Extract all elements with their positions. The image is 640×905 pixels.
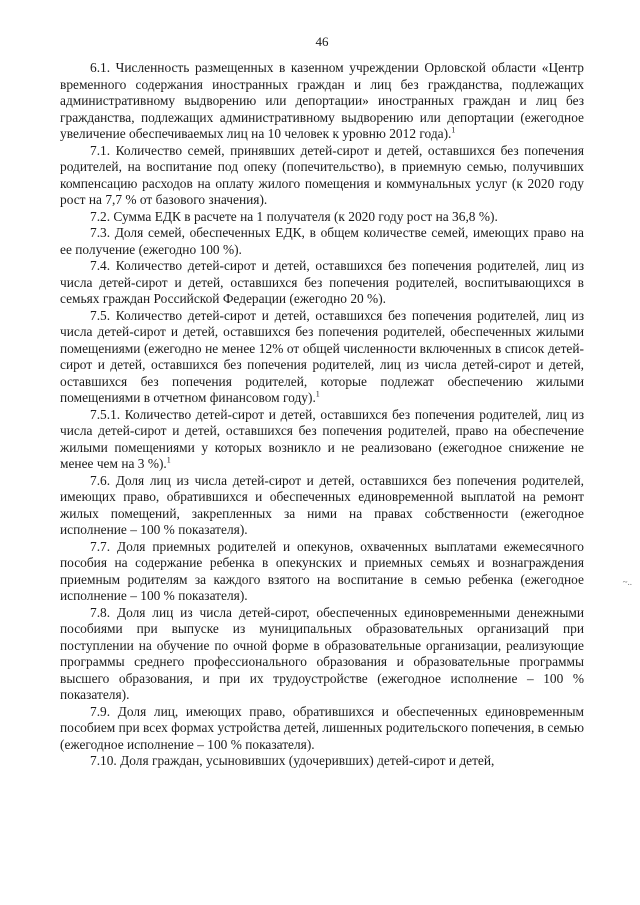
- paragraph-7-10: 7.10. Доля граждан, усыновивших (удочеривших) детей-сирот и детей,: [90, 753, 495, 768]
- paragraph-7-6: 7.6. Доля лиц из числа детей-сирот и детей, оставшихся без попечения родителей, имеющих право, обратившихся и обеспеченных единовременной выплатой на ремонт жилых помещений, закрепленных за ними на правах собственности (ежегодное исполнение – 100 % показателя).: [60, 472, 584, 537]
- page-number: 46: [315, 34, 329, 49]
- paragraph-7-9: 7.9. Доля лиц, имеющих право, обратившихся и обеспеченных единовременным пособием при всех формах устройства детей, лишенных родительского попечения, в семью (ежегодное исполнение – 100 % показателя).: [60, 703, 584, 752]
- paragraph-7-5: 7.5. Количество детей-сирот и детей, оставшихся без попечения родителей, лиц из числа детей-сирот и детей, оставшихся без попечения родителей, обеспеченных жилыми помещениями (ежегодно не менее 12% от общей численности включенных в список детей-сирот и детей, оставшихся без попечения родителей, лиц из числа детей-сирот и детей, оставшихся без попечения родителей, которые подлежат обеспечению жилыми помещениями в отчетном финансовом году).$^1$: [60, 307, 584, 405]
- footnote-marker: 1: [451, 125, 456, 135]
- paragraph-6-1: 6.1. Численность размещенных в казенном учреждении Орловской области «Центр временного содержания иностранных граждан и лиц без гражданства, подлежащих административному выдворению или депортации» иностранных граждан и лиц без гражданства, подлежащих административному выдворению или депортации (ежегодное увеличение обеспечиваемых лиц на 10 человек к уровню 2012 года).$^1$: [60, 60, 584, 141]
- footnote-marker: 1: [315, 389, 320, 399]
- document-body: [60, 60, 584, 770]
- paragraph-7-3: 7.3. Доля семей, обеспеченных ЕДК, в общем количестве семей, имеющих право на ее получение (ежегодно 100 %).: [60, 225, 584, 257]
- footnote-marker: 1: [166, 455, 171, 465]
- paragraph-7-5-1: 7.5.1. Количество детей-сирот и детей, оставшихся без попечения родителей, лиц из числа детей-сирот и детей, оставшихся без попечения родителей, право на обеспечение жилыми помещениями у которых возникло и не реализовано (ежегодное снижение не менее чем на 3 %).$^1$: [60, 406, 584, 471]
- scan-edge-mark: ~..: [622, 577, 632, 587]
- paragraph-7-4: 7.4. Количество детей-сирот и детей, оставшихся без попечения родителей, лиц из числа детей-сирот и детей, оставшихся без попечения родителей, воспитывающихся в семьях граждан Российской Федерации (ежегодно 20 %).: [60, 258, 584, 306]
- paragraph-7-2: 7.2. Сумма ЕДК в расчете на 1 получателя (к 2020 году рост на 36,8 %).: [90, 208, 498, 224]
- paragraph-7-7: 7.7. Доля приемных родителей и опекунов, охваченных выплатами ежемесячного пособия на содержание ребенка в опекунских и приемных семьях и вознаграждения приемным родителям за каждого взятого на воспитание в семью ребенка (ежегодное исполнение – 100 % показателя).: [60, 538, 584, 603]
- paragraph-7-1: 7.1. Количество семей, принявших детей-сирот и детей, оставшихся без попечения родителей, на воспитание под опеку (попечительство), в приемную семью, получивших компенсацию расходов на оплату жилого помещения и коммунальных услуг (к 2020 году рост на 7,7 % от базового значения).: [60, 142, 584, 207]
- paragraph-7-8: 7.8. Доля лиц из числа детей-сирот, обеспеченных единовременными денежными пособиями при выпуске из муниципальных образовательных организаций при поступлении на обучение по очной форме в образовательные организации, реализующие программы среднего профессионального образования и образовательные программы высшего образования, и при их трудоустройстве (ежегодное исполнение – 100 % показателя).: [60, 604, 584, 702]
